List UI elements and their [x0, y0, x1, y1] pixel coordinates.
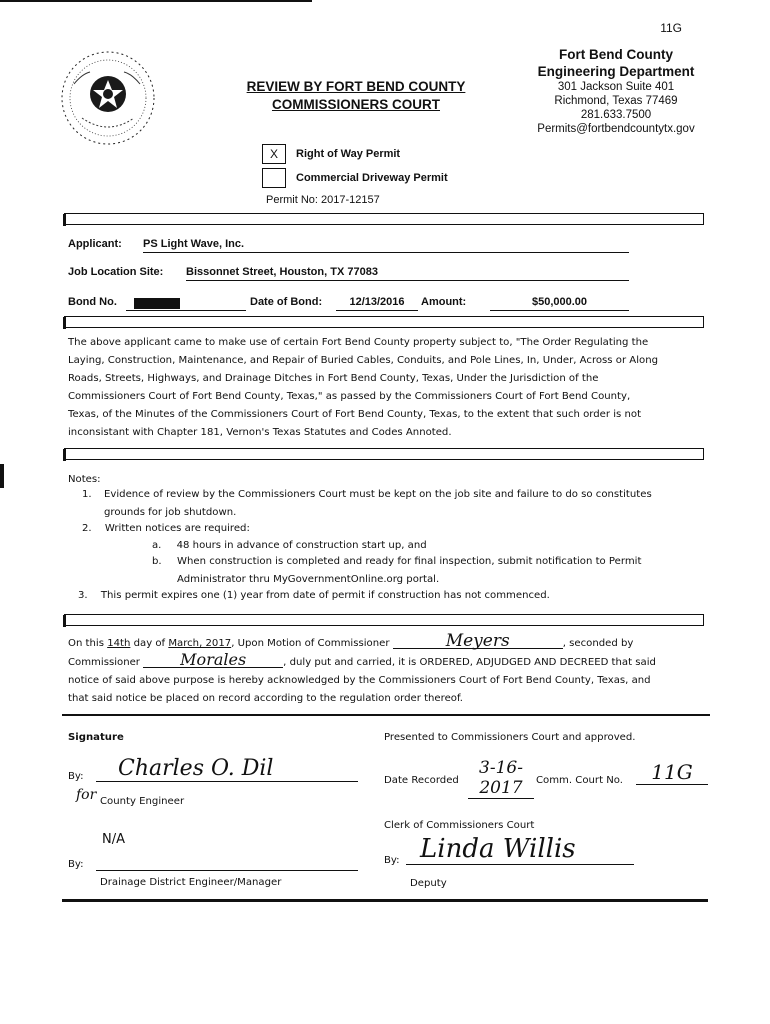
drainage-title: Drainage District Engineer/Manager [100, 877, 282, 888]
na-handwriting: N/A [102, 832, 125, 847]
county-engineer-title: County Engineer [100, 796, 185, 807]
permit-no-label: Permit No: [266, 194, 318, 206]
note-1 [82, 486, 692, 522]
paragraph-line: Roads, Streets, Highways, and Drainage Ditches in Fort Bend County, Texas, Under the Jurisdiction of the [68, 373, 599, 384]
drainage-signature-line [96, 870, 358, 871]
motion-line1 [68, 631, 718, 653]
deputy-label: Deputy [410, 878, 447, 889]
dept-phone: 281.633.7500 [580, 109, 652, 121]
title-line2: COMMISSIONERS COURT [271, 97, 440, 112]
dept-email: Permits@fortbendcountytx.gov [537, 123, 695, 135]
note-2 [82, 520, 250, 538]
row-permit-label: Right of Way Permit [296, 148, 401, 160]
applicant-value: PS Light Wave, Inc. [143, 238, 629, 253]
by-label-clerk: By: [384, 855, 400, 866]
motion-paragraph [68, 631, 718, 708]
signature-heading: Signature [68, 732, 124, 743]
bond-no-redaction [134, 298, 180, 309]
motion-text: day of [130, 638, 169, 649]
dept-name2: Engineering Department [537, 64, 695, 79]
engineer-signature: Charles O. Dil [96, 756, 358, 782]
for-mark: for [76, 787, 97, 803]
by-label-engineer: By: [68, 771, 84, 782]
bond-date-value: 12/13/2016 [336, 296, 418, 311]
driveway-permit-checkbox[interactable] [262, 168, 286, 188]
motion-day: 14th [107, 638, 131, 649]
commissioner2-handwriting: Morales [143, 653, 283, 668]
date-recorded-label: Date Recorded [384, 775, 459, 786]
page-number: 11G [660, 21, 682, 35]
dept-name1: Fort Bend County [559, 47, 673, 62]
note-text: This permit expires one (1) year from date of permit if construction has not commenced. [100, 590, 550, 601]
note-letter: b. [152, 556, 162, 567]
department-block [528, 46, 704, 136]
regulation-paragraph [68, 334, 658, 442]
note-3 [78, 587, 550, 605]
dept-address1: 301 Jackson Suite 401 [557, 81, 675, 93]
motion-line2 [68, 650, 718, 672]
permit-no-value: 2017-12157 [321, 194, 380, 206]
note-number: 1. [82, 489, 92, 500]
signature-divider [62, 714, 710, 716]
paragraph-line: Texas, of the Minutes of the Commissioners Court of Fort Bend County, Texas, to the extent that such order is not [68, 409, 642, 420]
driveway-permit-label: Commercial Driveway Permit [296, 172, 448, 184]
note-text: When construction is completed and ready for final inspection, submit notification to Permit [177, 556, 642, 567]
note-letter: a. [152, 540, 162, 551]
note-text: 48 hours in advance of construction start up, and [176, 540, 427, 551]
row-permit-checkbox[interactable]: X [262, 144, 286, 164]
bond-no-label: Bond No. [68, 296, 117, 308]
motion-text: , Upon Motion of Commissioner [231, 638, 390, 649]
paragraph-line: Commissioners Court of Fort Bend County, Texas," as passed by the Commissioners Court of Fort Bend County, [68, 391, 631, 402]
job-location-label: Job Location Site: [68, 266, 164, 278]
motion-month-year: March, 2017 [168, 638, 232, 649]
dept-address2: Richmond, Texas 77469 [554, 95, 678, 107]
county-seal-icon [52, 44, 164, 152]
date-recorded-handwriting: 3-16-2017 [468, 758, 534, 799]
bond-date-label: Date of Bond: [250, 296, 323, 308]
note-2b [152, 553, 692, 589]
note-text: Administrator thru MyGovernmentOnline.org portal. [177, 574, 440, 585]
notes-heading: Notes: [68, 474, 101, 485]
motion-line3: notice of said above purpose is hereby acknowledged by the Commissioners Court of Fort Bend County, Texas, and [68, 675, 651, 686]
section-divider [64, 316, 704, 328]
section-divider [64, 213, 704, 225]
section-divider [64, 448, 704, 460]
motion-text: On this [68, 638, 108, 649]
note-text: Written notices are required: [104, 523, 250, 534]
applicant-label: Applicant: [68, 238, 122, 250]
presented-text: Presented to Commissioners Court and approved. [384, 732, 636, 743]
bond-no-field [126, 294, 246, 311]
bottom-border [62, 899, 708, 902]
clerk-signature: Linda Willis [406, 834, 634, 865]
section-divider [64, 614, 704, 626]
form-title [236, 78, 476, 114]
paragraph-line: Laying, Construction, Maintenance, and Repair of Buried Cables, Conduits, and Pole Lines, In, Under, Across or Along [68, 355, 658, 366]
note-text: Evidence of review by the Commissioners Court must be kept on the job site and failure to do so constitutes [104, 489, 652, 500]
amount-label: Amount: [421, 296, 467, 308]
clerk-label: Clerk of Commissioners Court [384, 820, 535, 831]
motion-text: , seconded by [562, 638, 634, 649]
note-number: 3. [78, 590, 88, 601]
by-label-drainage: By: [68, 859, 84, 870]
motion-text: Commissioner [68, 657, 140, 668]
scan-edge-mark [0, 464, 4, 488]
court-no-handwriting: 11G [636, 760, 708, 785]
driveway-permit-option [262, 168, 448, 188]
job-location-value: Bissonnet Street, Houston, TX 77083 [186, 266, 629, 281]
note-text: grounds for job shutdown. [104, 507, 237, 518]
top-border-line [0, 0, 312, 2]
court-no-label: Comm. Court No. [536, 775, 623, 786]
paragraph-line: The above applicant came to make use of certain Fort Bend County property subject to, "The Order Regulating the [68, 337, 649, 348]
commissioner1-handwriting: Meyers [393, 634, 563, 649]
motion-line4: that said notice be placed on record according to the regulation order thereof. [68, 693, 463, 704]
permit-number [266, 194, 380, 206]
title-line1: REVIEW BY FORT BEND COUNTY [246, 79, 466, 94]
note-number: 2. [82, 523, 92, 534]
row-permit-option [262, 144, 400, 164]
paragraph-line: inconsistant with Chapter 181, Vernon's Texas Statutes and Codes Annoted. [68, 427, 452, 438]
amount-value: $50,000.00 [490, 296, 629, 311]
motion-text: , duly put and carried, it is ORDERED, ADJUDGED AND DECREED that said [283, 657, 656, 668]
